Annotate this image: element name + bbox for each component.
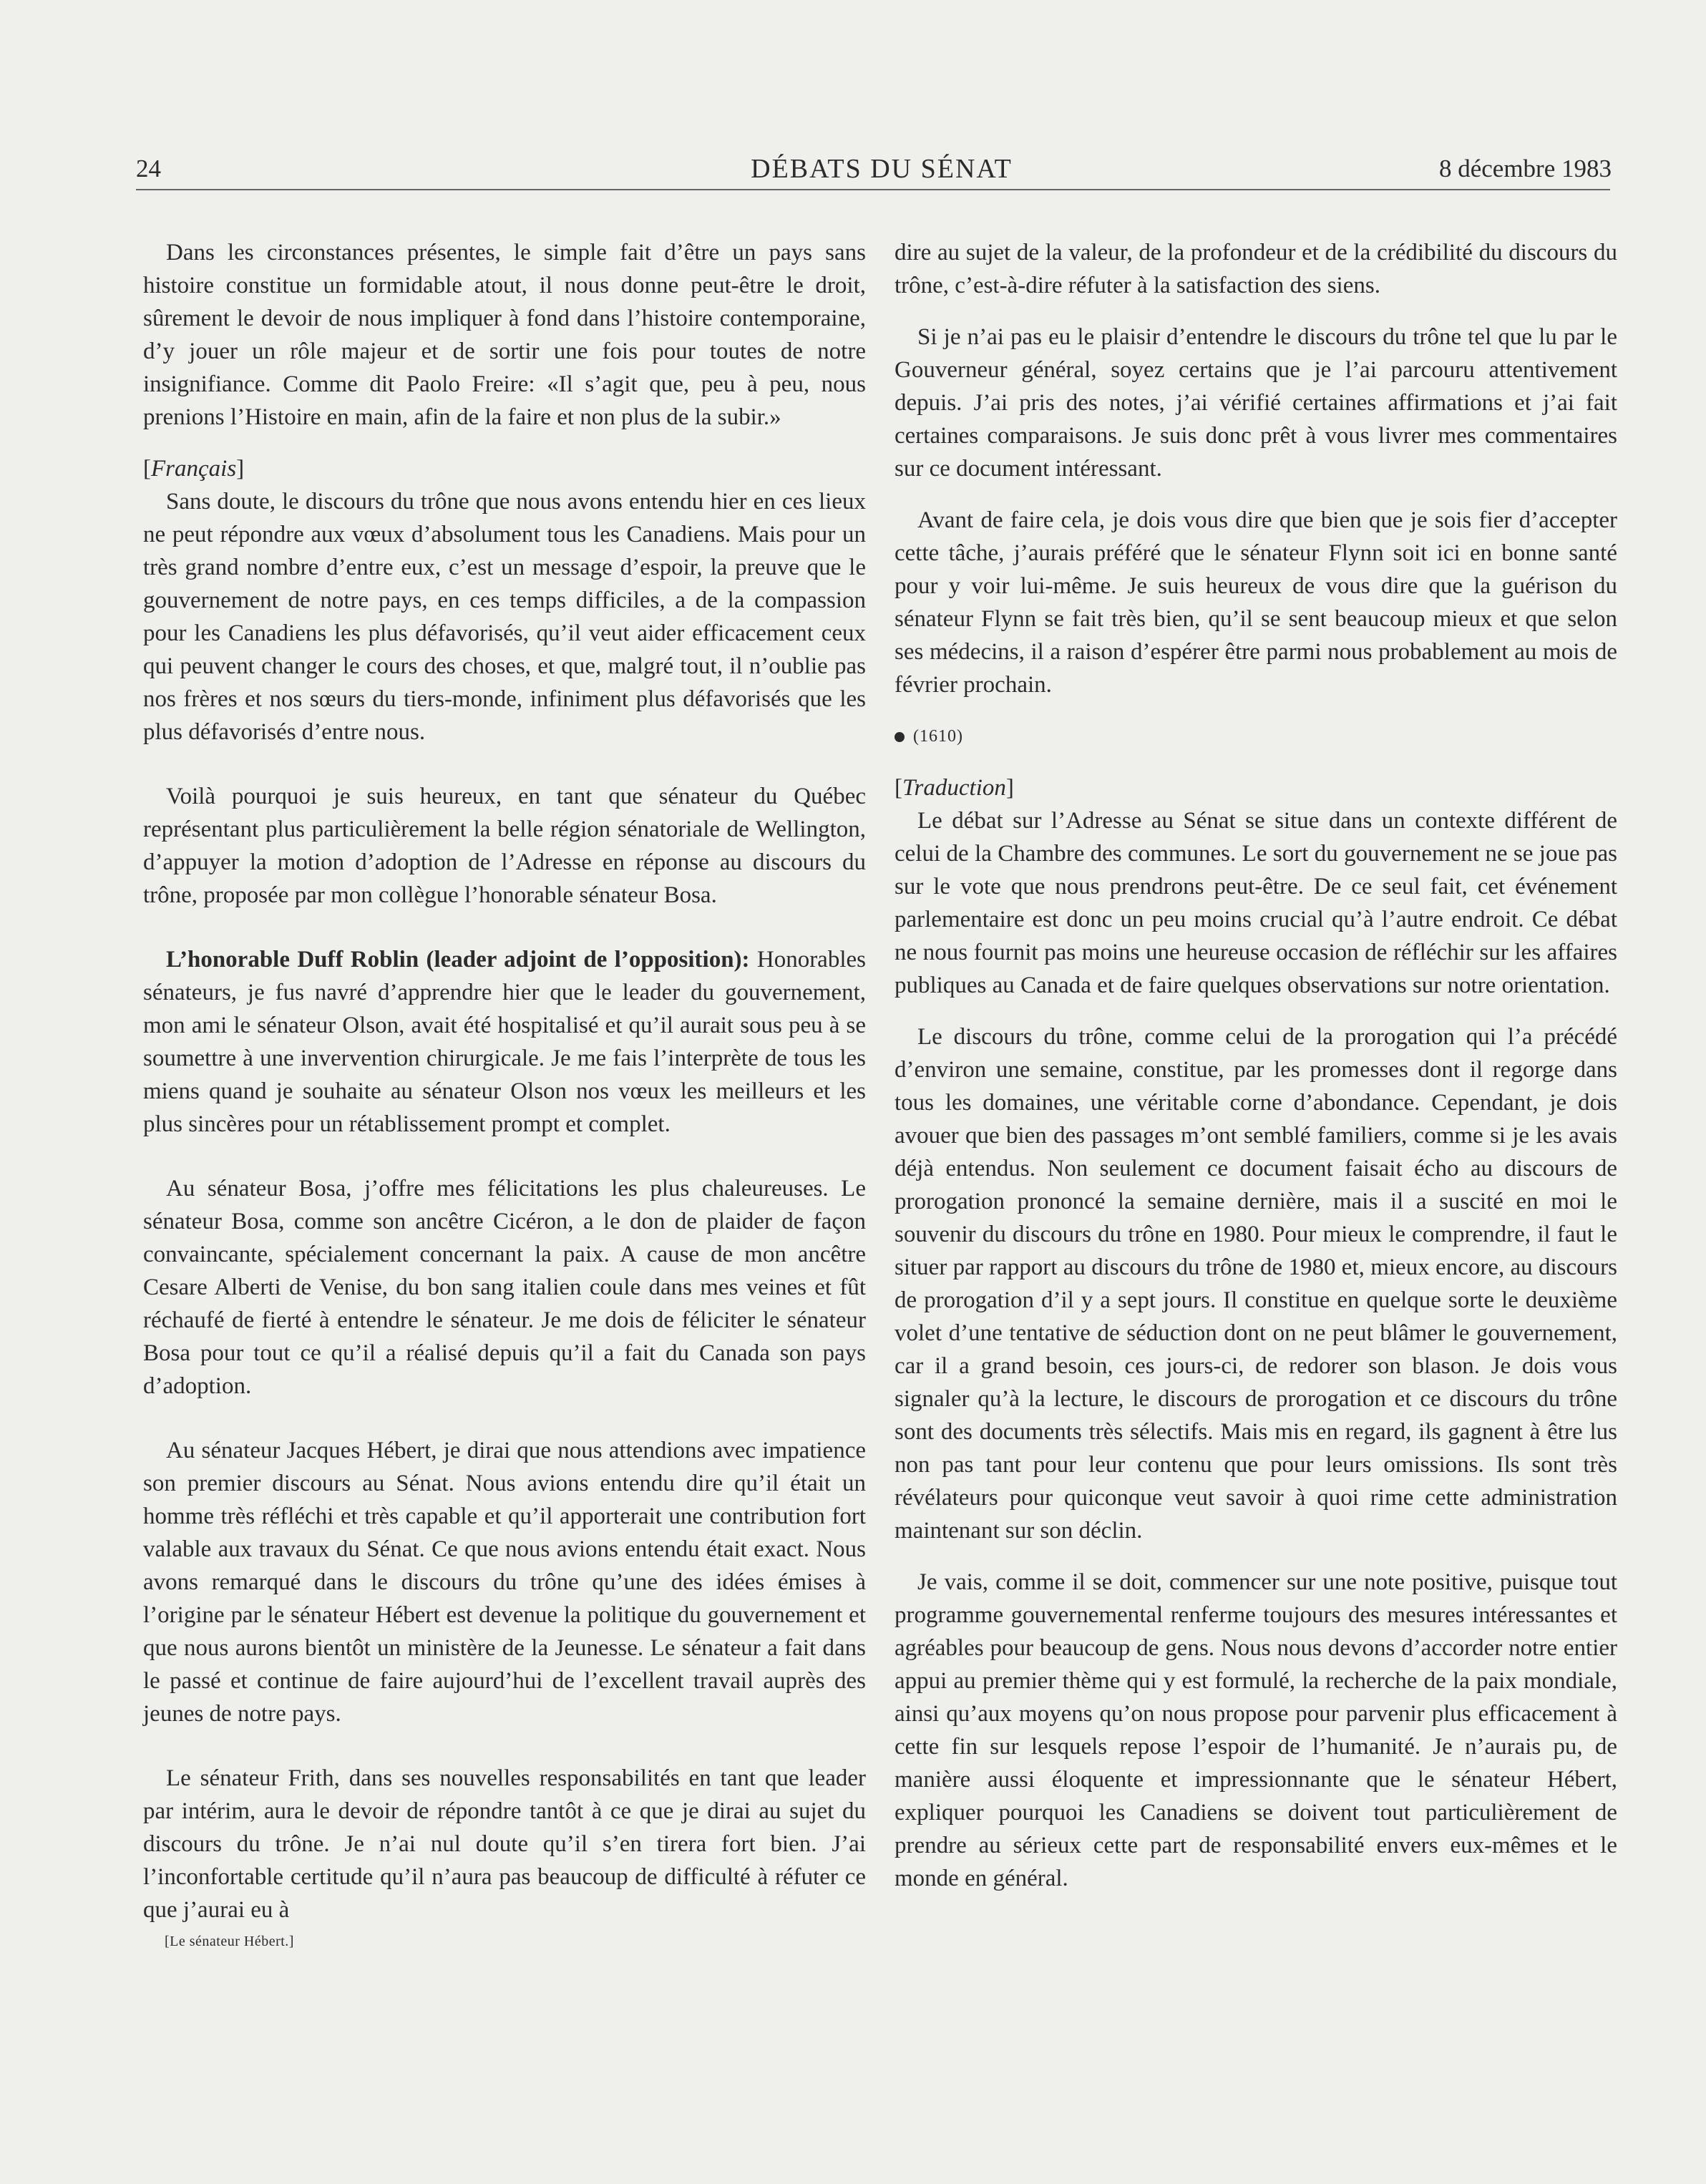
paragraph: Sans doute, le discours du trône que nous avons entendu hier en ces lieux ne peut répondre aux vœux d’absolument tous les Canadiens. Mais pour un très grand nombre d’entre eux, c’est un message d’espoir, la preuve que le gouvernement de notre pays, en ces temps difficiles, a de la compassion pour les Canadiens les plus défavorisés, qu’il veut aider efficacement ceux qui peuvent changer le cours des choses, et que, malgré tout, il n’oublie pas nos frères et nos sœurs du tiers-monde, infiniment plus défavorisés que les plus défavorisés d’entre nous.	[143, 489, 866, 745]
time-marker: (1610)	[895, 720, 1617, 753]
page-number: 24	[136, 155, 161, 182]
paragraph: Je vais, comme il se doit, commencer sur une note positive, puisque tout programme gouvernemental renferme toujours des mesures intéressantes et agréables pour beaucoup de gens. Nous nous devons d’accorder notre entier appui au premier thème qui y est formulé, la recherche de la paix mondiale, ainsi qu’aux moyens qu’on nous propose pour parvenir plus efficacement à cette fin sur lesquels repose l’espoir de l’humanité. Je n’aurais pu, de manière aussi éloquente et impressionnante que le sénateur Hébert, expliquer pourquoi les Canadiens se doivent tout particulièrement de prendre au sérieux cette part de responsabilité envers eux-mêmes et le monde en général.	[895, 1569, 1617, 1891]
section-label-francais: [Français]	[143, 456, 245, 482]
paragraph: Le sénateur Frith, dans ses nouvelles responsabilités en tant que leader par intérim, aura le devoir de répondre tantôt à ce que je dirai au sujet du discours du trône. Je n’ai nul doute qu’il s’en tirera fort bien. J’ai l’inconfortable certitude qu’il n’aura pas beaucoup de difficulté à réfuter ce que j’aurai eu à	[143, 1765, 866, 1923]
paragraph: Avant de faire cela, je dois vous dire que bien que je sois fier d’accepter cette tâche, j’aurais préféré que le sénateur Flynn soit ici en bonne santé pour y voir lui-même. Je suis heureux de vous dire que la guérison du sénateur Flynn se fait très bien, qu’il se sent beaucoup mieux et que selon ses médecins, il a raison d’espérer être parmi nous probablement au mois de février prochain.	[895, 507, 1617, 698]
section-label-traduction: [Traduction]	[895, 775, 1014, 801]
paragraph: Voilà pourquoi je suis heureux, en tant que sénateur du Québec représentant plus particulièrement la belle région sénatoriale de Wellington, d’appuyer la motion d’adoption de l’Adresse en réponse au discours du trône, proposée par mon collègue l’honorable sénateur Bosa.	[143, 784, 866, 908]
paragraph: Au sénateur Bosa, j’offre mes félicitations les plus chaleureuses. Le sénateur Bosa, comme son ancêtre Cicéron, a le don de plaider de façon convaincante, spécialement concernant la paix. A cause de mon ancêtre Cesare Alberti de Venise, du bon sang italien coule dans mes veines et fût réchaufé de fierté à entendre le sénateur. Je me dois de féliciter le sénateur Bosa pour tout ce qu’il a réalisé depuis qu’il a fait du Canada son pays d’adoption.	[143, 1176, 866, 1399]
paragraph: Dans les circonstances présentes, le simple fait d’être un pays sans histoire constitue un formidable atout, il nous donne peut-être le droit, sûrement le devoir de nous impliquer à fond dans l’histoire contemporaine, d’y jouer un rôle majeur et de sortir une fois pour toutes de notre insignifiance. Comme dit Paolo Freire: «Il s’agit que, peu à peu, nous prenions l’Histoire en main, afin de la faire et non plus de la subir.»	[143, 240, 866, 430]
speaker-name: L’honorable Duff Roblin (leader adjoint de l’opposition):	[166, 947, 750, 972]
header-date: 8 décembre 1983	[1438, 155, 1612, 182]
paragraph: Au sénateur Jacques Hébert, je dirai que nous attendions avec impatience son premier discours au Sénat. Nous avions entendu dire qu’il était un homme très réfléchi et très capable et qu’il apporterait une contribution fort valable aux travaux du Sénat. Ce que nous avions entendu était exact. Nous avons remarqué dans le discours du trône qu’une des idées émises à l’origine par le sénateur Hébert est devenue la politique du gouvernement et que nous aurons bientôt un ministère de la Jeunesse. Le sénateur a fait dans le passé et continue de faire aujourd’hui de l’excellent travail auprès des jeunes de notre pays.	[143, 1438, 866, 1727]
right-column	[895, 236, 1617, 1895]
column-footnote: [Le sénateur Hébert.]	[165, 1934, 294, 1949]
left-column	[143, 236, 866, 1952]
speaker-paragraph: L’honorable Duff Roblin (leader adjoint de l’opposition): Honorables sénateurs, je fus navré d’apprendre hier que le leader du gouvernement, mon ami le sénateur Olson, avait été hospitalisé et qu’il aurait sous peu à se soumettre à une invervention chirurgicale. Je me fais l’interprète de tous les miens quand je souhaite au sénateur Olson nos vœux les meilleurs et les plus sincères pour un rétablissement prompt et complet.	[143, 947, 866, 1137]
bullet-icon	[895, 732, 905, 742]
paragraph: dire au sujet de la valeur, de la profondeur et de la crédibilité du discours du trône, c’est-à-dire réfuter à la satisfaction des siens.	[895, 240, 1617, 298]
paragraph: Le discours du trône, comme celui de la prorogation qui l’a précédé d’environ une semaine, constitue, par les promesses dont il regorge dans tous les domaines, une véritable corne d’abondance. Cependant, je dois avouer que bien des passages m’ont semblé familiers, comme si je les avais déjà entendus. Non seulement ce document faisait écho au discours de prorogation prononcé la semaine dernière, mais il a suscité en moi le souvenir du discours du trône en 1980. Pour mieux le comprendre, il faut le situer par rapport au discours du trône de 1980 et, mieux encore, au discours de prorogation d’il y a sept jours. Il constitue en quelque sorte le deuxième volet d’une tentative de séduction dont on ne peut blâmer le gouvernement, car il a grand besoin, ces jours-ci, de redorer son blason. Je dois vous signaler qu’à la lecture, le discours de prorogation et ce discours du trône sont des documents très sélectifs. Mais mis en regard, ils gagnent à être lus non pas tant pour leur contenu que pour leurs omissions. Ils sont très révélateurs pour quiconque veut savoir à quoi rime cette administration maintenant sur son déclin.	[895, 1024, 1617, 1544]
journal-title: DÉBATS DU SÉNAT	[751, 154, 1013, 184]
header-rule	[136, 189, 1610, 190]
paragraph: Si je n’ai pas eu le plaisir d’entendre le discours du trône tel que lu par le Gouverneur général, soyez certains que je l’ai parcouru attentivement depuis. J’ai pris des notes, j’ai vérifié certaines affirmations et j’ai fait certaines comparaisons. Je suis donc prêt à vous livrer mes commentaires sur ce document intéressant.	[895, 324, 1617, 482]
paragraph: Le débat sur l’Adresse au Sénat se situe dans un contexte différent de celui de la Chambre des communes. Le sort du gouvernement ne se joue pas sur le vote que nous prendrons peut-être. De ce seul fait, cet événement parlementaire est donc un peu moins crucial qu’à l’autre endroit. Ce débat ne nous fournit pas moins une heureuse occasion de réfléchir sur les affaires publiques au Canada et de faire quelques observations sur notre orientation.	[895, 808, 1617, 998]
